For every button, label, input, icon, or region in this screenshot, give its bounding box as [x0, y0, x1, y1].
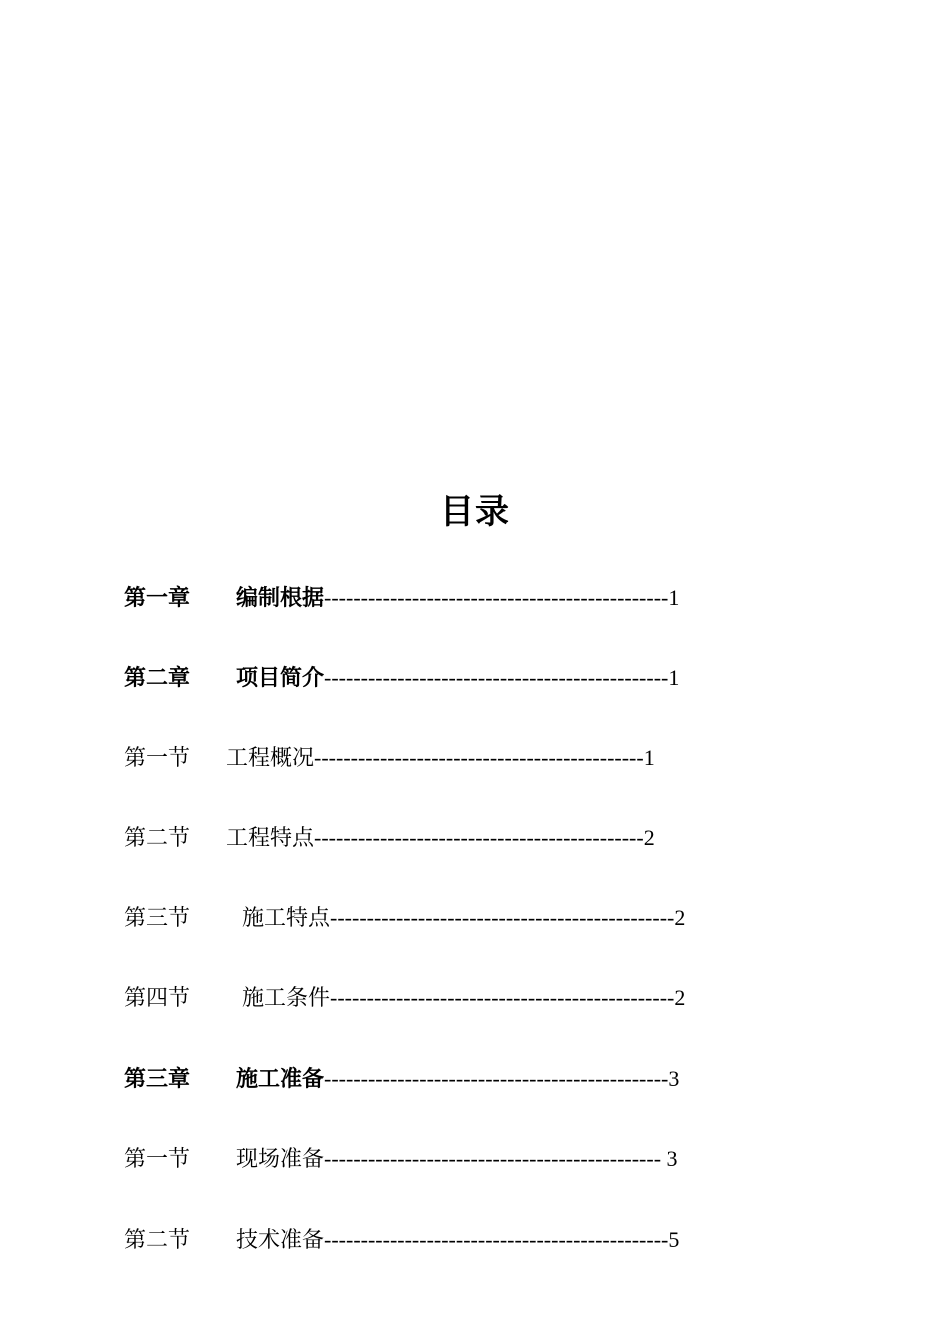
toc-page-number: 1 [643, 745, 655, 770]
toc-entry-title: 工程特点 [226, 826, 315, 851]
toc-entry[interactable] [124, 823, 655, 853]
toc-entry[interactable] [124, 583, 679, 613]
toc-page-number: 2 [643, 825, 655, 850]
toc-entry-title: 施工特点 [242, 906, 331, 931]
toc-entry-title: 编制根据 [236, 586, 325, 611]
toc-entry[interactable] [124, 1144, 678, 1174]
toc-page-number: 3 [661, 1146, 678, 1171]
toc-entry-label: 第三节 [124, 906, 191, 931]
toc-entry-title: 施工准备 [236, 1067, 325, 1092]
toc-entry[interactable] [124, 1064, 679, 1094]
toc-entry-label: 第一节 [124, 746, 191, 771]
toc-entry[interactable] [124, 903, 685, 933]
toc-entry-label: 第二节 [124, 826, 191, 851]
toc-entry[interactable] [124, 983, 685, 1013]
toc-entry-label: 第三章 [124, 1067, 191, 1092]
toc-entry-title: 工程概况 [226, 746, 315, 771]
toc-leader: --------------------------------------------- [314, 745, 644, 770]
toc-leader: ----------------------------------------------- [324, 1066, 669, 1091]
toc-entry-label: 第四节 [124, 986, 191, 1011]
toc-leader: ----------------------------------------------- [330, 905, 675, 930]
toc-entry-title: 项目简介 [236, 666, 325, 691]
toc-entry-label: 第二章 [124, 666, 191, 691]
page-title: 目录 [440, 492, 510, 532]
toc-entry[interactable] [124, 663, 679, 693]
toc-leader: ---------------------------------------------- [324, 1146, 662, 1171]
toc-entry-label: 第一节 [124, 1147, 191, 1172]
toc-page-number: 2 [674, 985, 686, 1010]
toc-leader: ----------------------------------------------- [330, 985, 675, 1010]
toc-entry-label: 第一章 [124, 586, 191, 611]
toc-entry-title: 技术准备 [236, 1228, 325, 1253]
toc-leader: --------------------------------------------- [314, 825, 644, 850]
toc-page-number: 1 [668, 665, 680, 690]
toc-page-number: 3 [668, 1066, 680, 1091]
toc-entry-label: 第二节 [124, 1228, 191, 1253]
toc-entry[interactable] [124, 743, 655, 773]
toc-page-number: 5 [668, 1227, 680, 1252]
toc-page-number: 1 [668, 585, 680, 610]
toc-leader: ----------------------------------------------- [324, 585, 669, 610]
toc-page-number: 2 [674, 905, 686, 930]
toc-entry[interactable] [124, 1225, 679, 1255]
toc-leader: ----------------------------------------------- [324, 1227, 669, 1252]
toc-entry-title: 施工条件 [242, 986, 331, 1011]
toc-leader: ----------------------------------------------- [324, 665, 669, 690]
toc-entry-title: 现场准备 [236, 1147, 325, 1172]
